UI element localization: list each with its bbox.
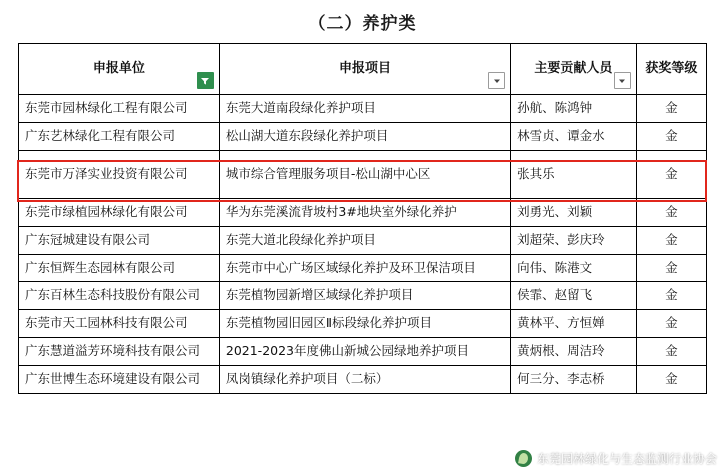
cell-people: 黄炳根、周洁玲 bbox=[511, 338, 637, 366]
table-header bbox=[19, 44, 707, 95]
cell-level: 金 bbox=[636, 95, 706, 123]
cell-project: 东莞市中心广场区域绿化养护及环卫保洁项目 bbox=[219, 254, 510, 282]
filter-icon[interactable] bbox=[614, 72, 631, 89]
award-table bbox=[18, 43, 707, 394]
cell-project: 东莞植物园新增区域绿化养护项目 bbox=[219, 282, 510, 310]
cell-level: 金 bbox=[636, 198, 706, 226]
cell-unit: 东莞市天工园林科技有限公司 bbox=[19, 310, 220, 338]
column-header-level bbox=[636, 44, 706, 95]
column-header-people bbox=[511, 44, 637, 95]
page-title: （二）养护类 bbox=[308, 14, 417, 34]
cell-unit: 东莞市绿植园林绿化有限公司 bbox=[19, 198, 220, 226]
cell-project: 东莞大道南段绿化养护项目 bbox=[219, 95, 510, 123]
cell-project: 东莞大道北段绿化养护项目 bbox=[219, 226, 510, 254]
cell-people: 刘超荣、彭庆玲 bbox=[511, 226, 637, 254]
filter-icon-active[interactable] bbox=[197, 72, 214, 89]
table-header-row bbox=[19, 44, 707, 95]
column-header-level-label: 获奖等级 bbox=[645, 61, 698, 77]
cell-people: 侯霏、赵留飞 bbox=[511, 282, 637, 310]
cell-people: 刘勇光、刘颖 bbox=[511, 198, 637, 226]
cell-level: 金 bbox=[636, 150, 706, 198]
cell-unit: 广东冠城建设有限公司 bbox=[19, 226, 220, 254]
cell-level: 金 bbox=[636, 226, 706, 254]
cell-people: 何三分、李志桥 bbox=[511, 366, 637, 394]
cell-people: 张其乐 bbox=[511, 150, 637, 198]
cell-project: 东莞植物园旧园区Ⅱ标段绿化养护项目 bbox=[219, 310, 510, 338]
cell-project: 城市综合管理服务项目-松山湖中心区 bbox=[219, 150, 510, 198]
cell-people: 孙航、陈鸿钟 bbox=[511, 95, 637, 123]
table-row bbox=[19, 366, 707, 394]
cell-level: 金 bbox=[636, 310, 706, 338]
cell-project: 2021-2023年度佛山新城公园绿地养护项目 bbox=[219, 338, 510, 366]
filter-icon[interactable] bbox=[488, 72, 505, 89]
cell-level: 金 bbox=[636, 366, 706, 394]
cell-level: 金 bbox=[636, 254, 706, 282]
cell-project: 华为东莞溪流背坡村3#地块室外绿化养护 bbox=[219, 198, 510, 226]
column-header-people-label: 主要贡献人员 bbox=[534, 61, 613, 77]
cell-level: 金 bbox=[636, 282, 706, 310]
cell-people: 向伟、陈港文 bbox=[511, 254, 637, 282]
cell-level: 金 bbox=[636, 338, 706, 366]
table-row bbox=[19, 282, 707, 310]
table-row bbox=[19, 338, 707, 366]
cell-project: 凤岗镇绿化养护项目（二标） bbox=[219, 366, 510, 394]
column-header-unit bbox=[19, 44, 220, 95]
cell-level: 金 bbox=[636, 122, 706, 150]
table-row bbox=[19, 95, 707, 123]
table-row bbox=[19, 198, 707, 226]
watermark bbox=[515, 450, 717, 467]
cell-unit: 广东恒辉生态园林有限公司 bbox=[19, 254, 220, 282]
table-row bbox=[19, 254, 707, 282]
column-header-unit-label: 申报单位 bbox=[92, 61, 145, 77]
table-row bbox=[19, 226, 707, 254]
cell-unit: 广东百林生态科技股份有限公司 bbox=[19, 282, 220, 310]
cell-unit: 广东艺林绿化工程有限公司 bbox=[19, 122, 220, 150]
cell-unit: 广东慧道溢芳环境科技有限公司 bbox=[19, 338, 220, 366]
watermark-text: 东莞园林绿化与生态监测行业协会 bbox=[536, 452, 717, 466]
cell-unit: 东莞市园林绿化工程有限公司 bbox=[19, 95, 220, 123]
table-body bbox=[19, 95, 707, 394]
table-row bbox=[19, 310, 707, 338]
column-header-project-label: 申报项目 bbox=[339, 61, 392, 77]
leaf-logo-icon bbox=[515, 450, 532, 467]
cell-unit: 东莞市万泽实业投资有限公司 bbox=[19, 150, 220, 198]
column-header-project bbox=[219, 44, 510, 95]
table-row-highlighted bbox=[19, 150, 707, 198]
cell-project: 松山湖大道东段绿化养护项目 bbox=[219, 122, 510, 150]
cell-unit: 广东世博生态环境建设有限公司 bbox=[19, 366, 220, 394]
cell-people: 黄林平、方恒婵 bbox=[511, 310, 637, 338]
cell-people: 林雪贞、谭金水 bbox=[511, 122, 637, 150]
table-row bbox=[19, 122, 707, 150]
